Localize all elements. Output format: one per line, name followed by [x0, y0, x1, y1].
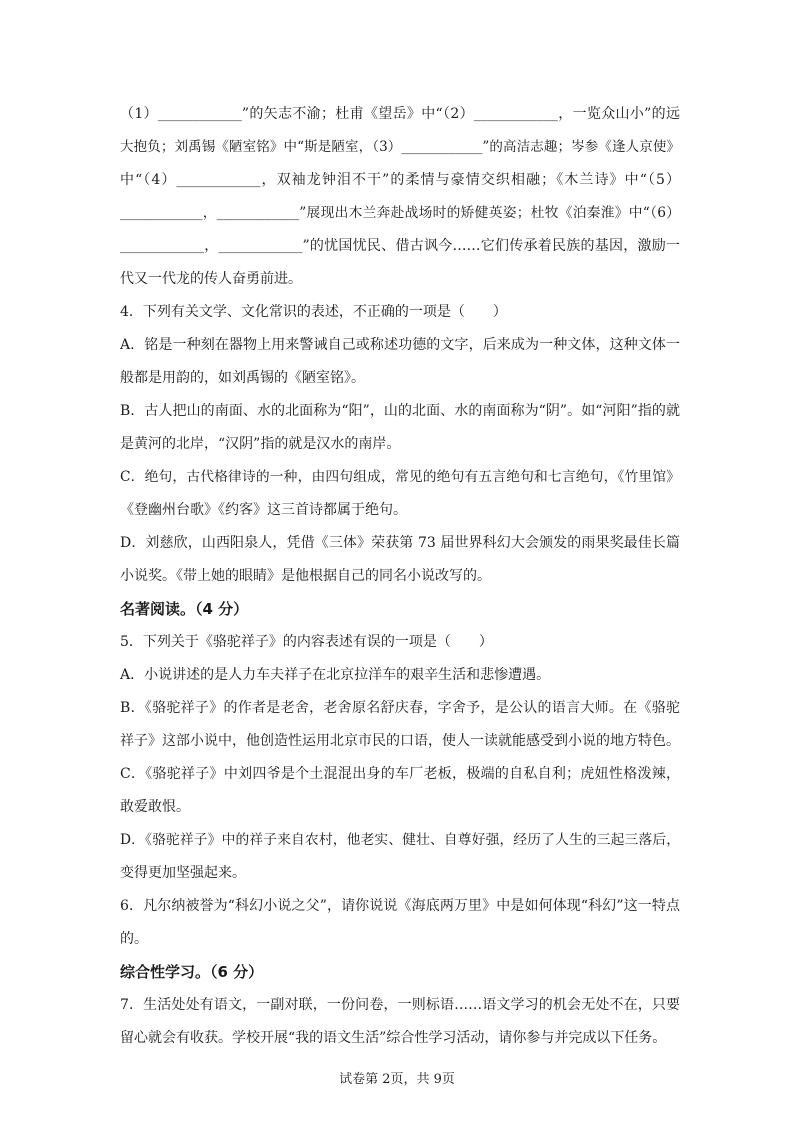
q4-option-b-line-1: B．古人把山的南面、水的北面称为“阳”，山的北面、水的南面称为“阴”。如“河阳”指的就: [120, 403, 680, 419]
q6-line-2: 的。: [120, 931, 148, 947]
q5-option-d-line-1: D．《骆驼祥子》中的祥子来自农村，他老实、健壮、自尊好强，经历了人生的三起三落后，: [120, 832, 680, 848]
q5-option-b-line-2: 祥子》这部小说中，他创造性运用北京市民的口语，使人一读就能感受到小说的地方特色。: [120, 733, 680, 749]
q4-option-c-line-2: 《登幽州台歌》《约客》这三首诗都属于绝句。: [120, 502, 407, 518]
q5-option-d-line-2: 变得更加坚强起来。: [120, 865, 246, 881]
q5-option-a: A．小说讲述的是人力车夫祥子在北京拉洋车的艰辛生活和悲惨遭遇。: [120, 667, 551, 683]
q4-option-c-line-1: C．绝句，古代格律诗的一种，由四句组成，常见的绝句有五言绝句和七言绝句，《竹里馆》: [120, 469, 680, 485]
q4-option-a-line-2: 般都是用韵的，如刘禹锡的《陋室铭》。: [120, 370, 365, 386]
q5-option-c-line-2: 敢爱敢恨。: [120, 799, 190, 815]
q3-line-5: ____________，____________”的忧国忧民、借古讽今……它们传承着民族的基因，激励一: [120, 238, 680, 254]
q5-option-b-line-1: B．《骆驼祥子》的作者是老舍，老舍原名舒庆春，字舍予，是公认的语言大师。在《骆驼: [120, 700, 680, 716]
section-heading-classics: 名著阅读。（4 分）: [120, 600, 249, 618]
q5-stem: 5．下列关于《骆驼祥子》的内容表述有误的一项是（ ）: [120, 634, 493, 650]
q3-line-3: 中“（4）____________，双袖龙钟泪不干”的柔情与豪情交织相融；《木兰诗》中“（5）: [120, 172, 680, 188]
q3-line-4: ____________，____________”展现出木兰奔赴战场时的矫健英姿；杜牧《泊秦淮》中“（6）: [120, 205, 680, 221]
q4-stem: 4．下列有关文学、文化常识的表述，不正确的一项是（ ）: [120, 304, 507, 320]
q4-option-d-line-2: 小说奖。《带上她的眼睛》是他根据自己的同名小说改写的。: [120, 568, 491, 584]
q7-line-1: 7．生活处处有语文，一副对联，一份问卷，一则标语……语文学习的机会无处不在，只要: [120, 997, 680, 1013]
q6-line-1: 6．凡尔纳被誉为“科幻小说之父”，请你说说《海底两万里》中是如何体现“科幻”这一特点: [120, 898, 680, 914]
q3-line-1: （1）____________”的矢志不渝；杜甫《望岳》中“（2）____________，一览众山小”的远: [120, 106, 680, 122]
q7-line-2: 留心就会有收获。学校开展“我的语文生活”综合性学习活动，请你参与并完成以下任务。: [120, 1030, 667, 1046]
q3-line-6: 代又一代龙的传人奋勇前进。: [120, 271, 302, 287]
q4-option-b-line-2: 是黄河的北岸，“汉阴”指的就是汉水的南岸。: [120, 436, 401, 452]
q4-option-a-line-1: A．铭是一种刻在器物上用来警诫自己或称述功德的文字，后来成为一种文体，这种文体一: [120, 337, 680, 353]
q3-line-2: 大抱负；刘禹锡《陋室铭》中“斯是陋室，（3）____________”的高洁志趣；岑参《逢人京使》: [120, 139, 680, 155]
section-heading-comprehensive: 综合性学习。（6 分）: [120, 963, 264, 981]
page-number-footer: 试卷第 2页，共 9页: [339, 1072, 455, 1087]
q4-option-d-line-1: D．刘慈欣，山西阳泉人，凭借《三体》荣获第 73 届世界科幻大会颁发的雨果奖最佳长篇: [120, 535, 680, 551]
q5-option-c-line-1: C．《骆驼祥子》中刘四爷是个土混混出身的车厂老板，极端的自私自利；虎妞性格泼辣，: [120, 766, 680, 782]
